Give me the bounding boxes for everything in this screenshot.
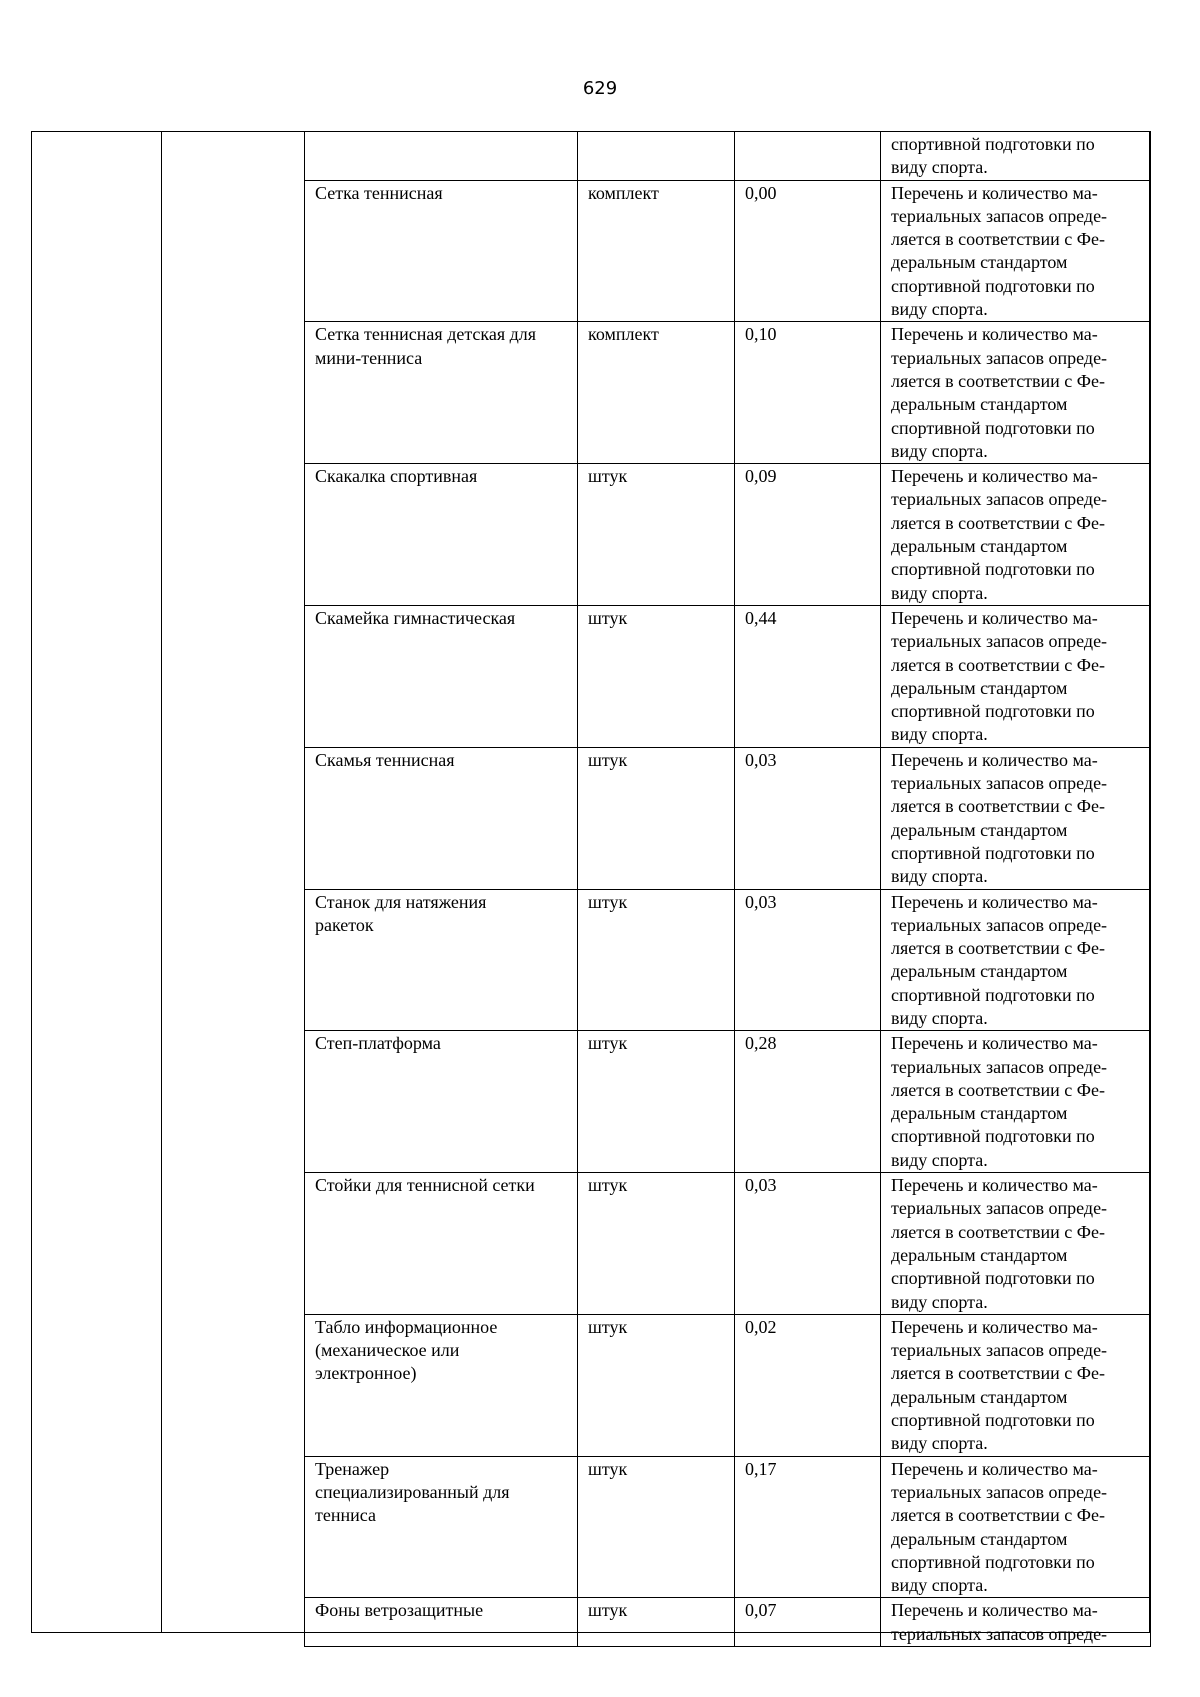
note-cell: Перечень и количество ма- териальных запасов опреде- ляется в соответствии с Фе- деральным стандартом спортивной подготовки по виду спорта.	[881, 1314, 1151, 1456]
unit-cell: штук	[578, 747, 735, 889]
quantity-cell: 0,03	[735, 1173, 881, 1315]
name-cell: Сетка теннисная детская для мини-тенниса	[305, 322, 578, 464]
page-number: 629	[582, 78, 618, 99]
table-row	[305, 1456, 1151, 1598]
quantity-cell: 0,28	[735, 1031, 881, 1173]
name-cell: Скамейка гимнастическая	[305, 605, 578, 747]
note-cell: Перечень и количество ма- териальных запасов опреде- ляется в соответствии с Фе- деральным стандартом спортивной подготовки по виду спорта.	[881, 464, 1151, 606]
note-cell: Перечень и количество ма- териальных запасов опреде- ляется в соответствии с Фе- деральным стандартом спортивной подготовки по виду спорта.	[881, 1031, 1151, 1173]
name-cell: Табло информационное (механическое или электронное)	[305, 1314, 578, 1456]
note-cell: Перечень и количество ма- териальных запасов опреде- ляется в соответствии с Фе- деральным стандартом спортивной подготовки по виду спорта.	[881, 1173, 1151, 1315]
column-divider-1	[161, 131, 162, 1633]
name-cell: Тренажер специализированный для тенниса	[305, 1456, 578, 1598]
unit-cell: штук	[578, 889, 735, 1031]
table-row	[305, 1598, 1151, 1647]
note-cell: Перечень и количество ма- териальных запасов опреде- ляется в соответствии с Фе- деральным стандартом спортивной подготовки по виду спорта.	[881, 605, 1151, 747]
unit-cell: штук	[578, 464, 735, 606]
name-cell: Сетка теннисная	[305, 180, 578, 322]
table-row	[305, 464, 1151, 606]
name-cell: Стойки для теннисной сетки	[305, 1173, 578, 1315]
continuation-row	[305, 132, 1151, 181]
note-cell: Перечень и количество ма- териальных запасов опреде-	[881, 1598, 1151, 1647]
unit-cell: штук	[578, 1031, 735, 1173]
note-cell: спортивной подготовки по виду спорта.	[881, 132, 1151, 181]
table-row	[305, 605, 1151, 747]
table-row	[305, 889, 1151, 1031]
quantity-cell	[735, 132, 881, 181]
unit-cell: комплект	[578, 322, 735, 464]
note-cell: Перечень и количество ма- териальных запасов опреде- ляется в соответствии с Фе- деральным стандартом спортивной подготовки по виду спорта.	[881, 180, 1151, 322]
quantity-cell: 0,09	[735, 464, 881, 606]
table-row	[305, 1314, 1151, 1456]
unit-cell: штук	[578, 1456, 735, 1598]
note-cell: Перечень и количество ма- териальных запасов опреде- ляется в соответствии с Фе- деральным стандартом спортивной подготовки по виду спорта.	[881, 889, 1151, 1031]
name-cell: Скамья теннисная	[305, 747, 578, 889]
quantity-cell: 0,10	[735, 322, 881, 464]
name-cell: Скакалка спортивная	[305, 464, 578, 606]
equipment-table	[304, 131, 1151, 1647]
unit-cell: штук	[578, 1173, 735, 1315]
name-cell: Фоны ветрозащитные	[305, 1598, 578, 1647]
quantity-cell: 0,17	[735, 1456, 881, 1598]
quantity-cell: 0,00	[735, 180, 881, 322]
quantity-cell: 0,03	[735, 747, 881, 889]
table-row	[305, 322, 1151, 464]
unit-cell: штук	[578, 605, 735, 747]
table-row	[305, 747, 1151, 889]
quantity-cell: 0,02	[735, 1314, 881, 1456]
unit-cell: комплект	[578, 180, 735, 322]
note-cell: Перечень и количество ма- териальных запасов опреде- ляется в соответствии с Фе- деральным стандартом спортивной подготовки по виду спорта.	[881, 1456, 1151, 1598]
table-row	[305, 180, 1151, 322]
quantity-cell: 0,07	[735, 1598, 881, 1647]
quantity-cell: 0,44	[735, 605, 881, 747]
note-cell: Перечень и количество ма- териальных запасов опреде- ляется в соответствии с Фе- деральным стандартом спортивной подготовки по виду спорта.	[881, 747, 1151, 889]
name-cell	[305, 132, 578, 181]
unit-cell	[578, 132, 735, 181]
note-cell: Перечень и количество ма- териальных запасов опреде- ляется в соответствии с Фе- деральным стандартом спортивной подготовки по виду спорта.	[881, 322, 1151, 464]
name-cell: Станок для натяжения ракеток	[305, 889, 578, 1031]
unit-cell: штук	[578, 1598, 735, 1647]
table-row	[305, 1173, 1151, 1315]
quantity-cell: 0,03	[735, 889, 881, 1031]
name-cell: Степ-платформа	[305, 1031, 578, 1173]
unit-cell: штук	[578, 1314, 735, 1456]
table-row	[305, 1031, 1151, 1173]
